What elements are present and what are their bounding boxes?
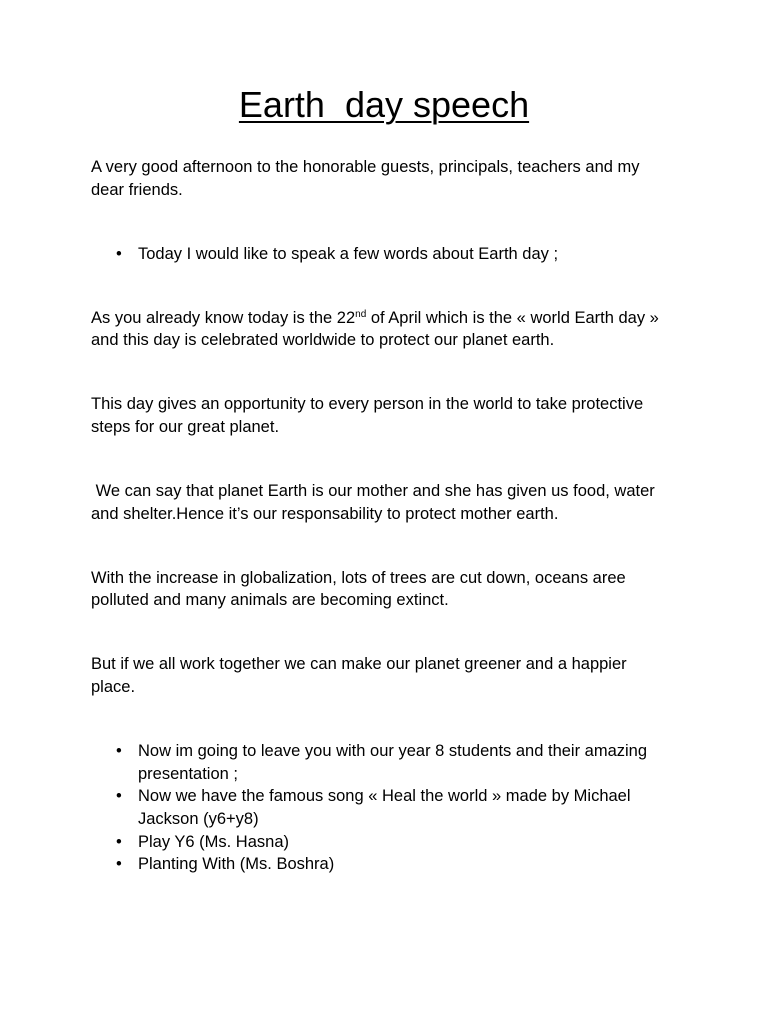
- bullet-icon: •: [116, 787, 122, 806]
- greeting-paragraph: [91, 156, 751, 201]
- text-line: polluted and many animals are becoming extinct.: [91, 591, 449, 610]
- document-title: Earth day speech: [238, 84, 530, 125]
- text-line: Now im going to leave you with our year 8 students and their amazing: [138, 742, 648, 761]
- text-line: Play Y6 (Ms. Hasna): [138, 832, 289, 851]
- text-line: Today I would like to speak a few words about Earth day ;: [138, 244, 559, 263]
- text-line: We can say that planet Earth is our mother and she has given us food, water: [91, 482, 655, 500]
- bullet-icon: •: [116, 832, 122, 851]
- list-item: [91, 243, 751, 266]
- list-item: [91, 853, 751, 876]
- text-segment: As you already know today is the 22: [91, 308, 356, 327]
- text-line: Planting With (Ms. Boshra): [138, 855, 335, 874]
- date-paragraph: [91, 307, 751, 352]
- intro-bullet-list: [91, 243, 751, 266]
- text-line: Jackson (y6+y8): [138, 810, 259, 829]
- text-line: [91, 307, 751, 330]
- document-body: [91, 156, 751, 917]
- text-line: A very good afternoon to the honorable guests, principals, teachers and my: [91, 158, 640, 176]
- text-line: presentation ;: [138, 764, 238, 783]
- text-line: This day gives an opportunity to every person in the world to take protective: [91, 395, 644, 414]
- bullet-icon: •: [116, 244, 122, 263]
- together-paragraph: [91, 653, 751, 698]
- list-item: [91, 831, 751, 854]
- text-line: But if we all work together we can make our planet greener and a happier: [91, 655, 627, 674]
- list-item: [91, 740, 751, 785]
- program-bullet-list: [91, 740, 751, 876]
- list-item: [91, 785, 751, 830]
- text-line: steps for our great planet.: [91, 418, 280, 437]
- text-line: place.: [91, 678, 136, 697]
- bullet-icon: •: [116, 742, 122, 761]
- ordinal-superscript: nd: [355, 308, 367, 320]
- globalization-paragraph: [91, 567, 751, 612]
- text-line: dear friends.: [91, 180, 183, 199]
- opportunity-paragraph: [91, 393, 751, 438]
- text-segment: of April which is the « world Earth day »: [366, 308, 659, 327]
- bullet-icon: •: [116, 855, 122, 874]
- text-line: and shelter.Hence it’s our responsability to protect mother earth.: [91, 504, 559, 523]
- text-line: and this day is celebrated worldwide to protect our planet earth.: [91, 331, 555, 350]
- text-line: With the increase in globalization, lots of trees are cut down, oceans aree: [91, 568, 626, 587]
- mother-earth-paragraph: [91, 480, 751, 525]
- text-line: Now we have the famous song « Heal the world » made by Michael: [138, 787, 631, 806]
